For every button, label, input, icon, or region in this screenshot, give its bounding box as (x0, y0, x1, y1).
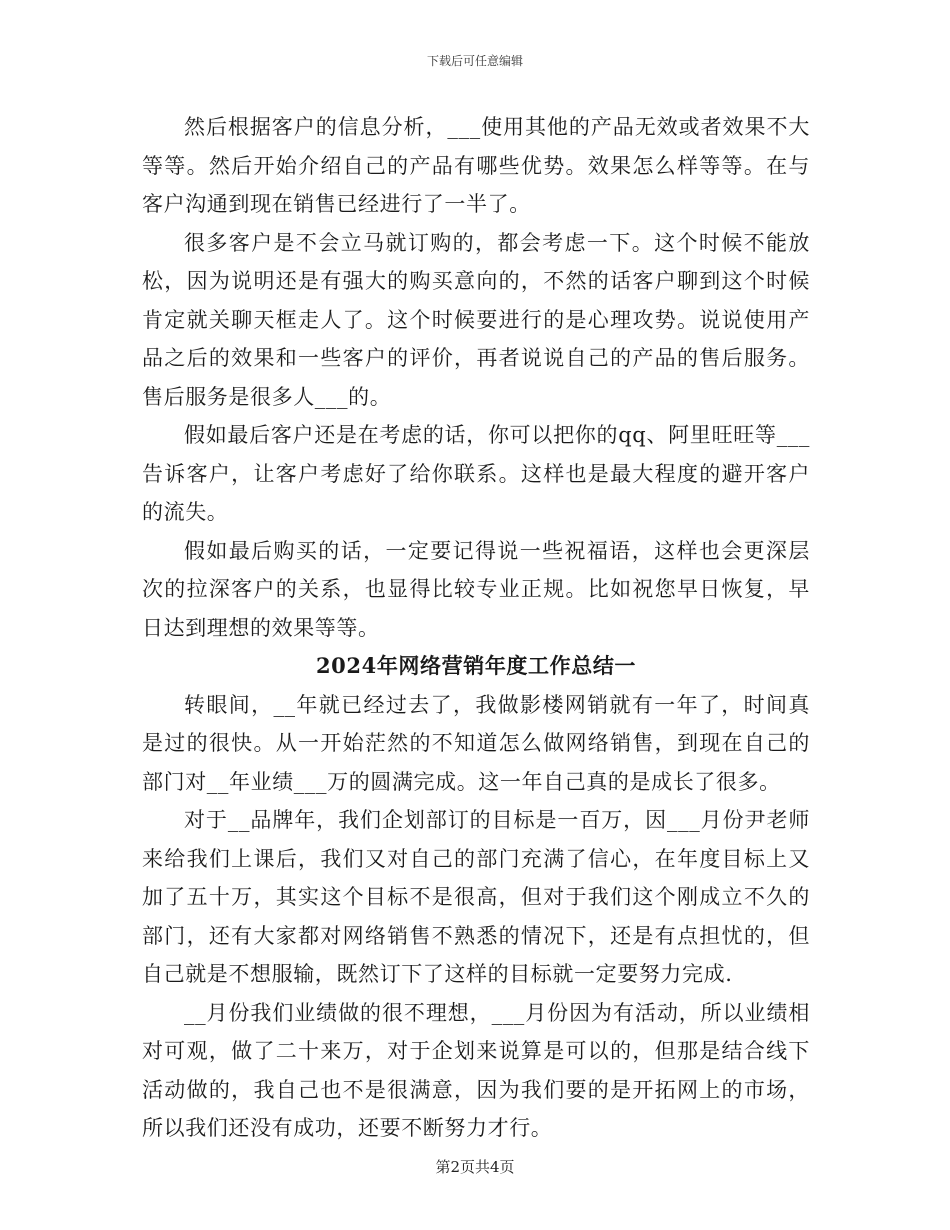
paragraph: 很多客户是不会立马就订购的，都会考虑一下。这个时候不能放松，因为说明还是有强大的购买意向的，不然的话客户聊到这个时候肯定就关聊天框走人了。这个时候要进行的是心理攻势。说说使用产品之后的效果和一些客户的评价，再者说说自己的产品的售后服务。售后服务是很多人___的。 (142, 230, 810, 409)
paragraph: 转眼间，__年就已经过去了，我做影楼网销就有一年了，时间真是过的很快。从一开始茫然的不知道怎么做网络销售，到现在自己的部门对__年业绩___万的圆满完成。这一年自己真的是成长了很多。 (142, 692, 810, 794)
paragraph: 假如最后购买的话，一定要记得说一些祝福语，这样也会更深层次的拉深客户的关系，也显得比较专业正规。比如祝您早日恢复，早日达到理想的效果等等。 (142, 538, 810, 640)
page-footer: 第2页共4页 (435, 1158, 515, 1176)
paragraph: 然后根据客户的信息分析，___使用其他的产品无效或者效果不大等等。然后开始介绍自己的产品有哪些优势。效果怎么样等等。在与客户沟通到现在销售已经进行了一半了。 (142, 115, 810, 216)
paragraph: 对于__品牌年，我们企划部订的目标是一百万，因___月份尹老师来给我们上课后，我们又对自己的部门充满了信心，在年度目标上又加了五十万，其实这个目标不是很高，但对于我们这个刚成立不久的部门，还有大家都对网络销售不熟悉的情况下，还是有点担忧的，但自己就是不想服输，既然订下了这样的目标就一定要努力完成. (142, 808, 810, 986)
document-body (142, 108, 810, 1148)
paragraph: 假如最后客户还是在考虑的话，你可以把你的qq、阿里旺旺等___告诉客户，让客户考虑好了给你联系。这样也是最大程度的避开客户的流失。 (142, 423, 810, 524)
section-title: 2024年网络营销年度工作总结一 (315, 653, 637, 678)
paragraph: __月份我们业绩做的很不理想，___月份因为有活动，所以业绩相对可观，做了二十来万，对于企划来说算是可以的，但那是结合线下活动做的，我自己也不是很满意，因为我们要的是开拓网上的市场，所以我们还没有成功，还要不断努力才行。 (142, 1000, 810, 1140)
page-header: 下载后可任意编辑 (426, 54, 523, 68)
